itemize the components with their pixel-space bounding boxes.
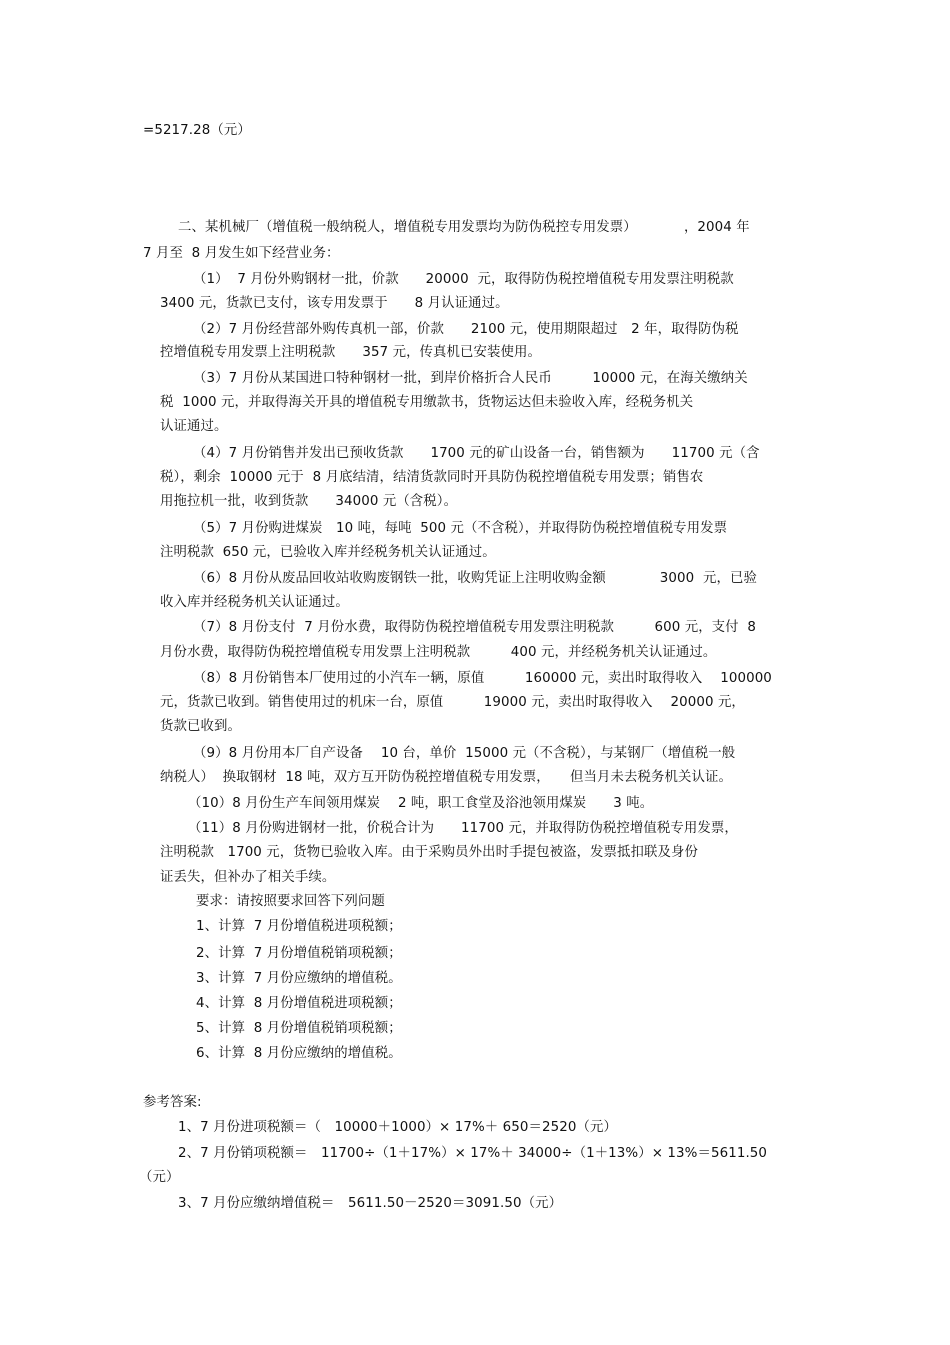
item-8-line: （8）8 月份销售本厂使用过的小汽车一辆，原值 160000 元，卖出时取得收入 100000	[193, 671, 772, 686]
answer-line: （元）	[139, 1170, 180, 1185]
question-item: 3、计算 7 月份应缴纳的增值税。	[196, 971, 402, 986]
item-2-line: 控增值税专用发票上注明税款 357 元，传真机已安装使用。	[160, 345, 541, 360]
answer-line: 1、7 月份进项税额＝（ 10000＋1000）× 17%＋ 650＝2520（元）	[178, 1120, 617, 1135]
item-4-line: （4）7 月份销售并发出已预收货款 1700 元的矿山设备一台，销售额为 11700 元（含	[193, 446, 760, 461]
item-9-line: （9）8 月份用本厂自产设备 10 台，单价 15000 元（不含税），与某钢厂（增值税一般	[193, 746, 736, 761]
item-6-line: （6）8 月份从废品回收站收购废钢铁一批，收购凭证上注明收购金额 3000 元，已验	[193, 571, 757, 586]
item-1-line: 3400 元，货款已支付，该专用发票于 8 月认证通过。	[160, 296, 509, 311]
answer-line: 2、7 月份销项税额＝ 11700÷（1＋17%）× 17%＋ 34000÷（1＋13%）× 13%＝5611.50	[178, 1146, 768, 1161]
item-8-line: 货款已收到。	[160, 719, 241, 734]
prior-result-line: =5217.28（元）	[143, 123, 251, 138]
answers-title: 参考答案:	[143, 1095, 202, 1110]
item-1-line: （1） 7 月份外购钢材一批，价款 20000 元，取得防伪税控增值税专用发票注明税款	[193, 272, 734, 287]
question-item: 5、计算 8 月份增值税销项税额；	[196, 1021, 402, 1036]
question-item: 6、计算 8 月份应缴纳的增值税。	[196, 1046, 402, 1061]
item-9-line: 纳税人） 换取钢材 18 吨，双方互开防伪税控增值税专用发票， 但当月未去税务机关认证。	[160, 770, 732, 785]
problem-intro-line: 7 月至 8 月发生如下经营业务：	[143, 246, 340, 261]
item-2-line: （2）7 月份经营部外购传真机一部，价款 2100 元，使用期限超过 2 年，取得防伪税	[193, 322, 739, 337]
question-item: 4、计算 8 月份增值税进项税额；	[196, 996, 402, 1011]
question-item: 2、计算 7 月份增值税销项税额；	[196, 946, 402, 961]
item-7-line: 月份水费，取得防伪税控增值税专用发票上注明税款 400 元，并经税务机关认证通过。	[160, 645, 717, 660]
requirement-title: 要求：请按照要求回答下列问题	[196, 894, 385, 909]
item-3-line: 税 1000 元，并取得海关开具的增值税专用缴款书，货物运达但未验收入库，经税务机关	[160, 395, 694, 410]
item-5-line: 注明税款 650 元，已验收入库并经税务机关认证通过。	[160, 545, 496, 560]
item-11-line: 注明税款 1700 元，货物已验收入库。由于采购员外出时手提包被盗，发票抵扣联及身份	[160, 845, 698, 860]
question-item: 1、计算 7 月份增值税进项税额；	[196, 919, 402, 934]
answer-line: 3、7 月份应缴纳增值税＝ 5611.50－2520＝3091.50（元）	[178, 1196, 563, 1211]
item-8-line: 元，货款已收到。销售使用过的机床一台，原值 19000 元，卖出时取得收入 20000 元，	[160, 695, 745, 710]
item-5-line: （5）7 月份购进煤炭 10 吨，每吨 500 元（不含税），并取得防伪税控增值税专用发票	[193, 521, 728, 536]
item-7-line: （7）8 月份支付 7 月份水费，取得防伪税控增值税专用发票注明税款 600 元，支付 8	[193, 620, 757, 635]
item-4-line: 税），剩余 10000 元于 8 月底结清，结清货款同时开具防伪税控增值税专用发票；销售农	[160, 470, 704, 485]
item-11-line: （11）8 月份购进钢材一批，价税合计为 11700 元，并取得防伪税控增值税专用发票，	[188, 821, 738, 836]
item-11-line: 证丢失，但补办了相关手续。	[160, 870, 336, 885]
problem-intro-line: 二、某机械厂（增值税一般纳税人，增值税专用发票均为防伪税控专用发票） ，2004 年	[178, 220, 750, 235]
item-6-line: 收入库并经税务机关认证通过。	[160, 595, 349, 610]
item-3-line: （3）7 月份从某国进口特种钢材一批，到岸价格折合人民币 10000 元，在海关缴纳关	[193, 371, 748, 386]
item-3-line: 认证通过。	[160, 419, 228, 434]
item-10-line: （10）8 月份生产车间领用煤炭 2 吨，职工食堂及浴池领用煤炭 3 吨。	[188, 796, 654, 811]
item-4-line: 用拖拉机一批，收到货款 34000 元（含税）。	[160, 494, 458, 509]
